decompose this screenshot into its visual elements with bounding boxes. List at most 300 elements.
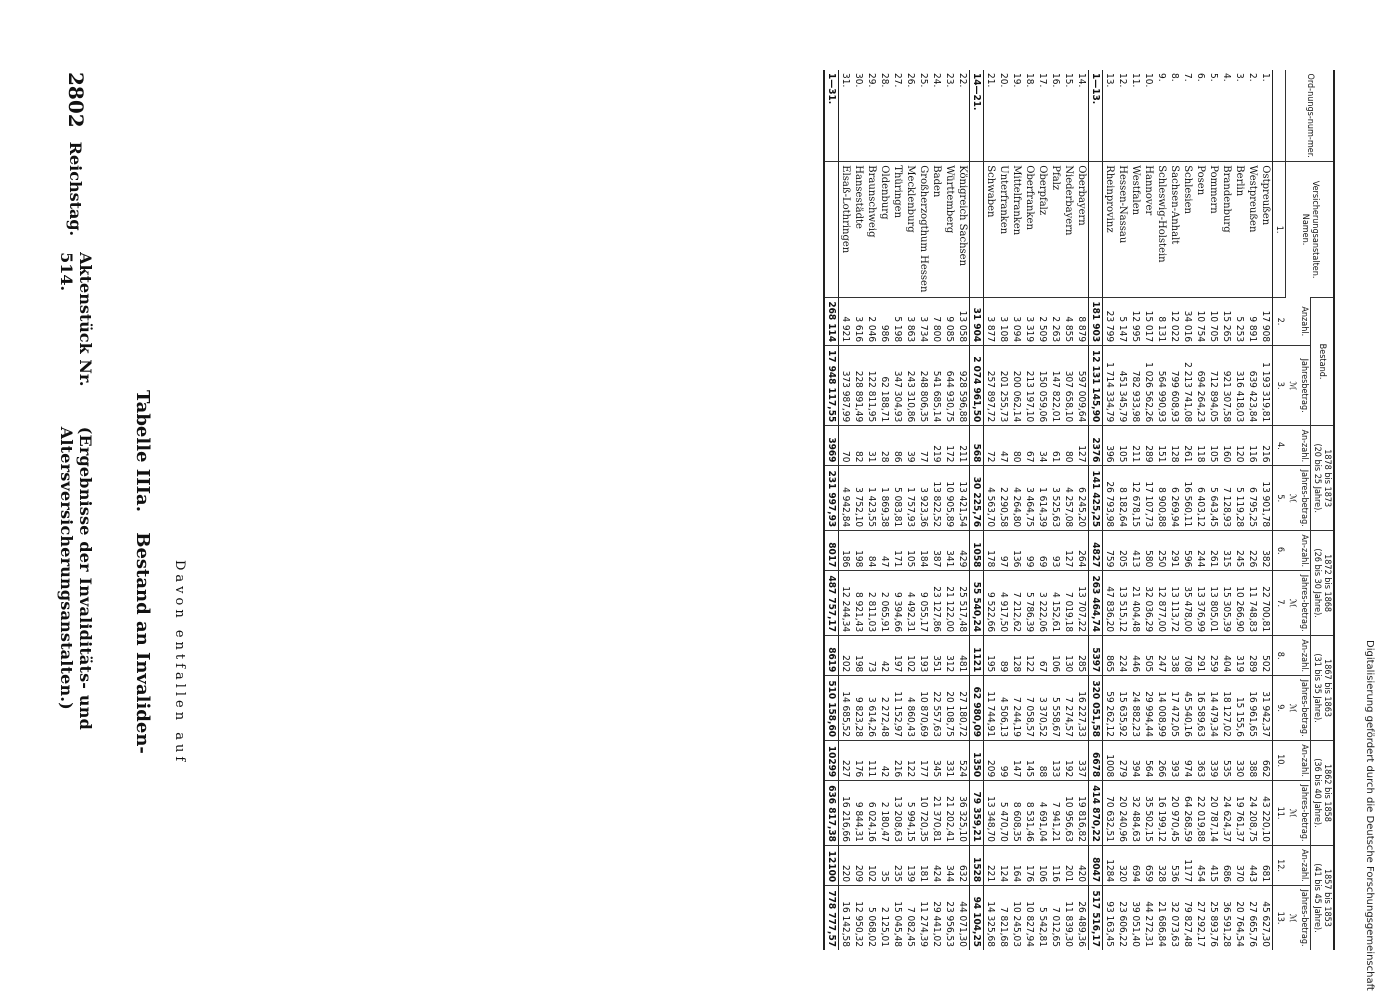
table-row [1076, 70, 1090, 950]
row-number: 9. [1156, 73, 1168, 82]
row-value: 3 616 [853, 297, 866, 345]
row-value: 16 589,63 [1195, 676, 1208, 741]
row-value: 120 [1234, 426, 1247, 466]
row-value: 29 994,44 [1143, 676, 1156, 741]
row-value: 2 811,03 [866, 571, 879, 636]
row-value: 24 882,23 [1130, 676, 1143, 741]
unit-blank [1286, 636, 1298, 676]
row-value: 198 [853, 636, 866, 676]
row-value: 20 108,75 [944, 676, 957, 741]
row-value: 393 [1169, 741, 1182, 781]
row-value: 285 [1076, 636, 1090, 676]
row-value: 42 [879, 636, 892, 676]
row-value: 4 563,70 [984, 466, 998, 531]
row-value: 387 [931, 531, 944, 571]
row-value: 61 [1050, 426, 1063, 466]
row-name: Baden [931, 162, 944, 298]
jahres-betrag-header: Jahres-betrag. [1298, 466, 1311, 531]
row-value: 26 793,98 [1103, 466, 1117, 531]
row-value: 227 [839, 741, 853, 781]
unit-mark: ℳ [1286, 571, 1298, 636]
row-name [1089, 162, 1103, 298]
row-value: 328 [1156, 845, 1169, 885]
row-value: 248 806,35 [918, 346, 931, 426]
row-value: 8 531,46 [1024, 781, 1037, 846]
page-number: 2802 [64, 72, 88, 128]
row-value: 17 908 [1260, 297, 1274, 345]
row-value: 10 720,35 [918, 781, 931, 846]
row-value: 4 855 [1063, 297, 1076, 345]
age-group-4-header [1311, 741, 1335, 846]
row-value: 195 [984, 636, 998, 676]
row-value: 15 305,39 [1221, 571, 1234, 636]
row-value: 338 [1169, 636, 1182, 676]
row-value: 22 700,81 [1260, 571, 1274, 636]
row-value: 928 596,88 [957, 346, 971, 426]
row-value: 261 [1182, 426, 1195, 466]
row-value: 221 [984, 845, 998, 885]
row-value: 13 421,54 [957, 466, 971, 531]
row-value: 77 [918, 426, 931, 466]
row-number: 2. [1247, 73, 1259, 82]
row-value: 524 [957, 741, 971, 781]
row-value: 21 404,48 [1130, 571, 1143, 636]
row-value: 32 484,63 [1130, 781, 1143, 846]
row-value: 331 [944, 741, 957, 781]
row-value: 3 863 [905, 297, 918, 345]
row-number: 6. [1195, 73, 1207, 82]
row-value: 224 [1117, 636, 1130, 676]
row-value: 9 055,17 [918, 571, 931, 636]
row-value: 220 [839, 845, 853, 885]
row-value: 382 [1260, 531, 1274, 571]
table-row [866, 70, 879, 950]
row-value: 341 [944, 531, 957, 571]
row-value: 34 016 [1182, 297, 1195, 345]
table-row [879, 70, 892, 950]
row-value: 6678 [1089, 741, 1103, 781]
row-value: 186 [839, 531, 853, 571]
row-value: 28 [879, 426, 892, 466]
row-value: 11 152,97 [892, 676, 905, 741]
row-value: 3 108 [998, 297, 1011, 345]
row-value: 257 897,72 [984, 346, 998, 426]
row-value: 4 691,04 [1037, 781, 1050, 846]
namen-header: Namen. [1299, 213, 1310, 246]
row-value: 8 608,35 [1011, 781, 1024, 846]
row-value: 12100 [825, 845, 840, 885]
row-value: 686 [1221, 845, 1234, 885]
row-name: Oberfranken [1024, 162, 1037, 298]
anzahl-header: Anzahl. [1299, 306, 1309, 337]
row-name: Schleswig-Holstein [1156, 162, 1169, 298]
row-number: 29. [866, 73, 878, 88]
row-number: 13. [1104, 73, 1116, 88]
row-value: 12 022 [1169, 297, 1182, 345]
row-value: 782 933,98 [1130, 346, 1143, 426]
row-number: 16. [1050, 73, 1062, 88]
row-value: 568 [970, 426, 984, 466]
row-name: Mittelfranken [1011, 162, 1024, 298]
row-value: 659 [1143, 845, 1156, 885]
row-value: 3 752,10 [853, 466, 866, 531]
row-value: 8619 [825, 636, 840, 676]
row-value: 17 948 117,55 [825, 346, 840, 426]
table-row [1130, 70, 1143, 950]
row-value: 1 869,38 [879, 466, 892, 531]
age-group-5-years: 1857 bis 1853 [1322, 868, 1332, 927]
row-value: 22 557,63 [931, 676, 944, 741]
an-zahl-header: An-zahl. [1298, 531, 1311, 571]
row-value: 39 [905, 426, 918, 466]
row-value: 13 805,01 [1208, 571, 1221, 636]
table-row [1182, 70, 1195, 950]
row-value: 291 [1195, 636, 1208, 676]
row-value: 211 [1130, 426, 1143, 466]
col-number: 3. [1273, 346, 1286, 426]
row-value: 99 [998, 741, 1011, 781]
row-value: 1 614,39 [1037, 466, 1050, 531]
row-value: 13 707,22 [1076, 571, 1090, 636]
row-value: 176 [1024, 845, 1037, 885]
row-value: 88 [1037, 741, 1050, 781]
row-value: 39 051,40 [1130, 886, 1143, 950]
row-value: 24 624,37 [1221, 781, 1234, 846]
row-name: Elsaß-Lothringen [839, 162, 853, 298]
row-value: 396 [1103, 426, 1117, 466]
row-value: 1528 [970, 845, 984, 885]
row-value: 2 290,58 [998, 466, 1011, 531]
row-value: 3 923,36 [918, 466, 931, 531]
row-value: 712 894,05 [1208, 346, 1221, 426]
row-value: 30 225,76 [970, 466, 984, 531]
unit-mark: ℳ [1286, 676, 1298, 741]
row-number: 1—31. [825, 70, 840, 162]
row-number: 24. [931, 73, 943, 88]
data-table [824, 70, 1336, 950]
row-value: 250 [1156, 531, 1169, 571]
table-row [1063, 70, 1076, 950]
row-value: 12 995 [1130, 297, 1143, 345]
row-value: 59 262,12 [1103, 676, 1117, 741]
row-value: 31 [866, 426, 879, 466]
row-value: 21 122,00 [944, 571, 957, 636]
row-value: 73 [866, 636, 879, 676]
row-number: 14—21. [970, 70, 984, 162]
row-value: 10 870,69 [918, 676, 931, 741]
table-row [1247, 70, 1260, 950]
row-value: 5 147 [1117, 297, 1130, 345]
col-number: 6. [1273, 531, 1286, 571]
page-header [59, 72, 93, 952]
an-zahl-header: An-zahl. [1298, 636, 1311, 676]
row-number: 1. [1260, 73, 1272, 82]
document-label: Aktenstück Nr. 514. [57, 252, 95, 387]
row-value: 124 [998, 845, 1011, 885]
row-number: 18. [1024, 73, 1036, 88]
row-value: 5 253 [1234, 297, 1247, 345]
row-value: 20 970,45 [1169, 781, 1182, 846]
row-value: 10 266,90 [1234, 571, 1247, 636]
row-value: 415 [1208, 845, 1221, 885]
row-number: 28. [879, 73, 891, 88]
row-value: 517 516,17 [1089, 886, 1103, 950]
col-number: 1. [1273, 162, 1286, 298]
row-value: 12 877,00 [1156, 571, 1169, 636]
row-value: 235 [892, 845, 905, 885]
row-value: 10 827,94 [1024, 886, 1037, 950]
col-number: 5. [1273, 466, 1286, 531]
col-number: 4. [1273, 426, 1286, 466]
row-value: 47 [879, 531, 892, 571]
row-value: 2 213 741,08 [1182, 346, 1195, 426]
row-value: 487 757,17 [825, 571, 840, 636]
row-value: 69 [1037, 531, 1050, 571]
row-value: 21 686,84 [1156, 886, 1169, 950]
row-value: 3 094 [1011, 297, 1024, 345]
row-value: 105 [905, 531, 918, 571]
col-name-header [1286, 162, 1334, 298]
row-value: 47 836,20 [1103, 571, 1117, 636]
row-value: 15 265 [1221, 297, 1234, 345]
row-value: 6 269,94 [1169, 466, 1182, 531]
age-group-3-header [1311, 636, 1335, 741]
row-value: 2 263 [1050, 297, 1063, 345]
row-value: 231 997,93 [825, 466, 840, 531]
row-value: 45 540,16 [1182, 676, 1195, 741]
row-value: 404 [1221, 636, 1234, 676]
row-value: 564 990,93 [1156, 346, 1169, 426]
unit-blank [1286, 531, 1298, 571]
row-value: 219 [931, 426, 944, 466]
row-value: 10299 [825, 741, 840, 781]
row-number: 3. [1234, 73, 1246, 82]
row-value: 502 [1260, 636, 1274, 676]
row-value: 7 082,45 [905, 886, 918, 950]
row-value: 202 [839, 636, 853, 676]
row-value: 93 [1050, 531, 1063, 571]
age-group-2-age: (26 bis 30 Jahre). [1312, 548, 1322, 618]
table-row [853, 70, 866, 950]
row-number: 7. [1182, 73, 1194, 82]
row-value: 5 994,15 [905, 781, 918, 846]
row-value: 19 816,82 [1076, 781, 1090, 846]
row-value: 632 [957, 845, 971, 885]
row-value: 505 [1143, 636, 1156, 676]
age-group-1-header [1311, 426, 1335, 531]
table-row [1234, 70, 1247, 950]
row-value: 15 017 [1143, 297, 1156, 345]
table-row [918, 70, 931, 950]
davon-heading: Davon entfallen auf [172, 560, 187, 766]
row-name: Schlesien [1182, 162, 1195, 298]
row-value: 9 891 [1247, 297, 1260, 345]
table-row [839, 70, 853, 950]
row-value: 4 917,50 [998, 571, 1011, 636]
an-zahl-header: An-zahl. [1298, 426, 1311, 466]
row-value: 226 [1247, 531, 1260, 571]
row-value: 4 152,61 [1050, 571, 1063, 636]
row-value: 213 197,10 [1024, 346, 1037, 426]
row-value: 32 036,29 [1143, 571, 1156, 636]
row-value: 79 827,48 [1182, 886, 1195, 950]
row-value: 535 [1221, 741, 1234, 781]
unit-mark: ℳ [1286, 346, 1298, 426]
jahres-betrag-header: Jahres-betrag. [1298, 886, 1311, 950]
row-value: 986 [879, 297, 892, 345]
row-value: 921 307,58 [1221, 346, 1234, 426]
row-value: 759 [1103, 531, 1117, 571]
table-row [944, 70, 957, 950]
row-value: 15 635,92 [1117, 676, 1130, 741]
row-number: 25. [918, 73, 930, 88]
row-value: 181 903 [1089, 297, 1103, 345]
row-value: 198 [853, 531, 866, 571]
an-zahl-header: An-zahl. [1298, 845, 1311, 885]
row-name: Posen [1195, 162, 1208, 298]
row-name: Niederbayern [1063, 162, 1076, 298]
age-group-4-age: (36 bis 40 Jahre). [1312, 758, 1322, 828]
row-value: 13 208,63 [892, 781, 905, 846]
row-value: 184 [918, 531, 931, 571]
row-value: 16 142,58 [839, 886, 853, 950]
row-value: 93 163,45 [1103, 886, 1117, 950]
row-value: 245 [1234, 531, 1247, 571]
age-group-5-header [1311, 845, 1335, 950]
row-value: 4 860,43 [905, 676, 918, 741]
row-value: 708 [1182, 636, 1195, 676]
table-row [1024, 70, 1037, 950]
row-value: 3969 [825, 426, 840, 466]
row-value: 8 131 [1156, 297, 1169, 345]
row-name: Oberpfalz [1037, 162, 1050, 298]
row-value: 536 [1169, 845, 1182, 885]
row-value: 580 [1143, 531, 1156, 571]
col-number: 2. [1273, 297, 1286, 345]
row-value: 5 558,67 [1050, 676, 1063, 741]
row-value: 6 403,12 [1195, 466, 1208, 531]
col-number: 9. [1273, 676, 1286, 741]
row-value: 27 292,17 [1195, 886, 1208, 950]
table-row [1011, 70, 1024, 950]
jahres-betrag-header: Jahres-betrag. [1298, 781, 1311, 846]
row-value: 86 [892, 426, 905, 466]
jahres-betrag-header: Jahres-betrag. [1298, 571, 1311, 636]
row-value: 13 822,52 [931, 466, 944, 531]
row-number: 4. [1221, 73, 1233, 82]
dfg-note: Digitalisierung gefördert durch die Deutsche Forschungsgemeinschaft [1364, 640, 1375, 991]
age-group-2-header [1311, 531, 1335, 636]
age-group-1-age: (20 bis 25 Jahre). [1312, 443, 1322, 513]
row-value: 62 188,71 [879, 346, 892, 426]
row-value: 171 [892, 531, 905, 571]
table-row [998, 70, 1011, 950]
row-value: 97 [998, 531, 1011, 571]
row-number: 21. [985, 73, 997, 88]
row-value: 147 822,01 [1050, 346, 1063, 426]
row-value: 145 [1024, 741, 1037, 781]
row-value: 9 522,66 [984, 571, 998, 636]
row-value: 18 127,02 [1221, 676, 1234, 741]
row-value: 4 921 [839, 297, 853, 345]
table-row [984, 70, 998, 950]
row-value: 16 216,66 [839, 781, 853, 846]
row-value: 261 [1208, 531, 1221, 571]
row-value: 128 [1011, 636, 1024, 676]
row-value: 164 [1011, 845, 1024, 885]
row-value: 7 800 [931, 297, 944, 345]
row-value: 150 059,06 [1037, 346, 1050, 426]
age-group-3-years: 1867 bis 1863 [1322, 659, 1332, 718]
row-value: 29 441,02 [931, 886, 944, 950]
row-number: 30. [853, 73, 865, 88]
row-value: 34 [1037, 426, 1050, 466]
row-value: 266 [1156, 741, 1169, 781]
row-name: Thüringen [892, 162, 905, 298]
row-value: 363 [1195, 741, 1208, 781]
row-value: 388 [1247, 741, 1260, 781]
table-row [1143, 70, 1156, 950]
col-number-blank [1273, 70, 1286, 162]
row-number: 10. [1143, 73, 1155, 88]
row-value: 268 114 [825, 297, 840, 345]
row-value: 216 [1260, 426, 1274, 466]
row-value: 8 900,88 [1156, 466, 1169, 531]
row-value: 8 182,64 [1117, 466, 1130, 531]
row-name: Schwaben [984, 162, 998, 298]
row-value: 2 046 [866, 297, 879, 345]
row-value: 7 821,68 [998, 886, 1011, 950]
row-value: 31 942,37 [1260, 676, 1274, 741]
row-value: 67 [1024, 426, 1037, 466]
row-value: 337 [1076, 741, 1090, 781]
row-number: 11. [1130, 73, 1142, 88]
row-value: 122 [1024, 636, 1037, 676]
row-value: 67 [1037, 636, 1050, 676]
row-name [970, 162, 984, 298]
row-number: 23. [944, 73, 956, 88]
row-value: 10 705 [1208, 297, 1221, 345]
row-value: 13 901,78 [1260, 466, 1274, 531]
row-value: 147 [1011, 741, 1024, 781]
row-value: 11 839,30 [1063, 886, 1076, 950]
row-value: 216 [892, 741, 905, 781]
row-name: Königreich Sachsen [957, 162, 971, 298]
row-value: 8 921,43 [853, 571, 866, 636]
row-value: 13 113,72 [1169, 571, 1182, 636]
unit-blank [1286, 741, 1298, 781]
table-row [1195, 70, 1208, 950]
row-value: 345 [931, 741, 944, 781]
row-value: 5 083,81 [892, 466, 905, 531]
table-label: Tabelle IIIa. [132, 390, 153, 512]
row-value: 11 274,39 [918, 886, 931, 950]
row-value: 209 [984, 741, 998, 781]
row-value: 4 257,08 [1063, 466, 1076, 531]
row-value: 14 685,52 [839, 676, 853, 741]
row-value: 10 956,63 [1063, 781, 1076, 846]
age-group-4-years: 1862 bis 1858 [1322, 763, 1332, 822]
row-value: 413 [1130, 531, 1143, 571]
row-value: 3 222,06 [1037, 571, 1050, 636]
unit-mark: ℳ [1286, 781, 1298, 846]
row-value: 12 950,32 [853, 886, 866, 950]
row-name: Mecklenburg [905, 162, 918, 298]
row-name: Brandenburg [1221, 162, 1234, 298]
row-value: 264 [1076, 531, 1090, 571]
row-value: 10 245,03 [1011, 886, 1024, 950]
row-name: Pommern [1208, 162, 1221, 298]
